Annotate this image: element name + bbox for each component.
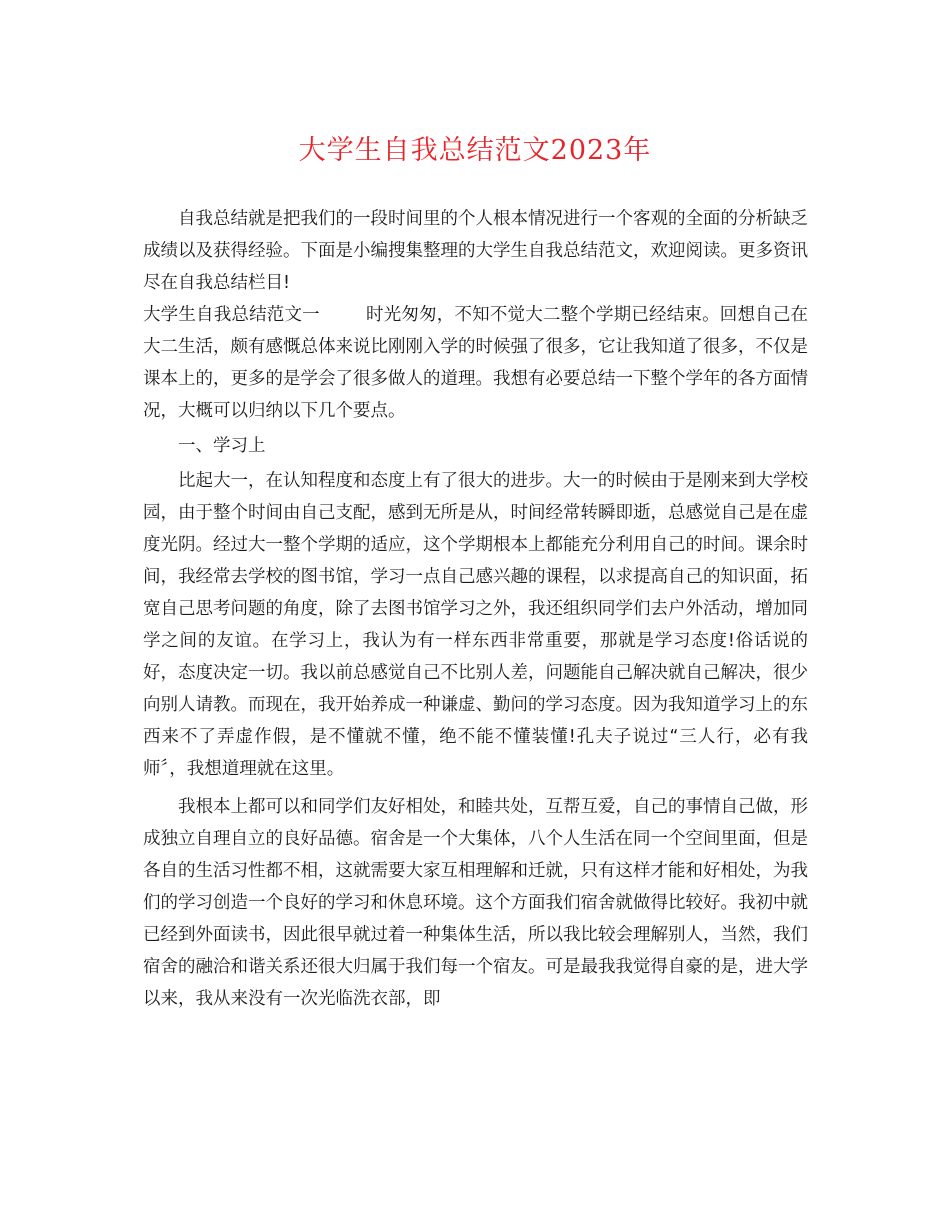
- section-heading-study: 一、学习上: [178, 436, 266, 456]
- document-title: 大学生自我总结范文2023年: [298, 135, 652, 166]
- sample-intro-text: 时光匆匆，不知不觉大二整个学期已经结束。回想自己在大二生活，颇有感慨总体来说比刚刚入学的时候强了很多，它让我知道了很多，不仅是课本上的，更多的是学会了很多做人的道理。我想有必要总结一下整个学年的各方面情况，大概可以归纳以下几个要点。: [143, 305, 809, 421]
- sample-paragraph: [143, 299, 808, 427]
- document-body: [143, 203, 808, 1015]
- sample-label: 大学生自我总结范文一: [143, 305, 320, 325]
- intro-paragraph: 自我总结就是把我们的一段时间里的个人根本情况进行一个客观的全面的分析缺乏成绩以及获得经验。下面是小编搜集整理的大学生自我总结范文，欢迎阅读。更多资讯尽在自我总结栏目!: [143, 209, 808, 293]
- dorm-paragraph: 我根本上都可以和同学们友好相处，和睦共处，互帮互爱，自己的事情自己做，形成独立自理自立的良好品德。宿舍是一个大集体，八个人生活在同一个空间里面，但是各自的生活习性都不相，这就需要大家互相理解和迁就，只有这样才能和好相处，为我们的学习创造一个良好的学习和休息环境。这个方面我们宿舍就做得比较好。我初中就已经到外面读书，因此很早就过着一种集体生活，所以我比较会理解别人，当然，我们宿舍的融洽和谐关系还很大归属于我们每一个宿友。可是最我我觉得自豪的是，进大学以来，我从来没有一次光临洗衣部，即: [143, 797, 808, 1009]
- study-paragraph: 比起大一，在认知程度和态度上有了很大的进步。大一的时候由于是刚来到大学校园，由于整个时间由自己支配，感到无所是从，时间经常转瞬即逝，总感觉自己是在虚度光阴。经过大一整个学期的适应，这个学期根本上都能充分利用自己的时间。课余时间，我经常去学校的图书馆，学习一点自己感兴趣的课程，以求提高自己的知识面，拓宽自己思考问题的角度，除了去图书馆学习之外，我还组织同学们去户外活动，增加同学之间的友谊。在学习上，我认为有一样东西非常重要，那就是学习态度!俗话说的好，态度决定一切。我以前总感觉自己不比别人差，问题能自己解决就自己解决，很少向别人请教。而现在，我开始养成一种谦虚、勤问的学习态度。因为我知道学习上的东西来不了弄虚作假，是不懂就不懂，绝不能不懂装懂!孔夫子说过“三人行，必有我师〞，我想道理就在这里。: [143, 471, 808, 779]
